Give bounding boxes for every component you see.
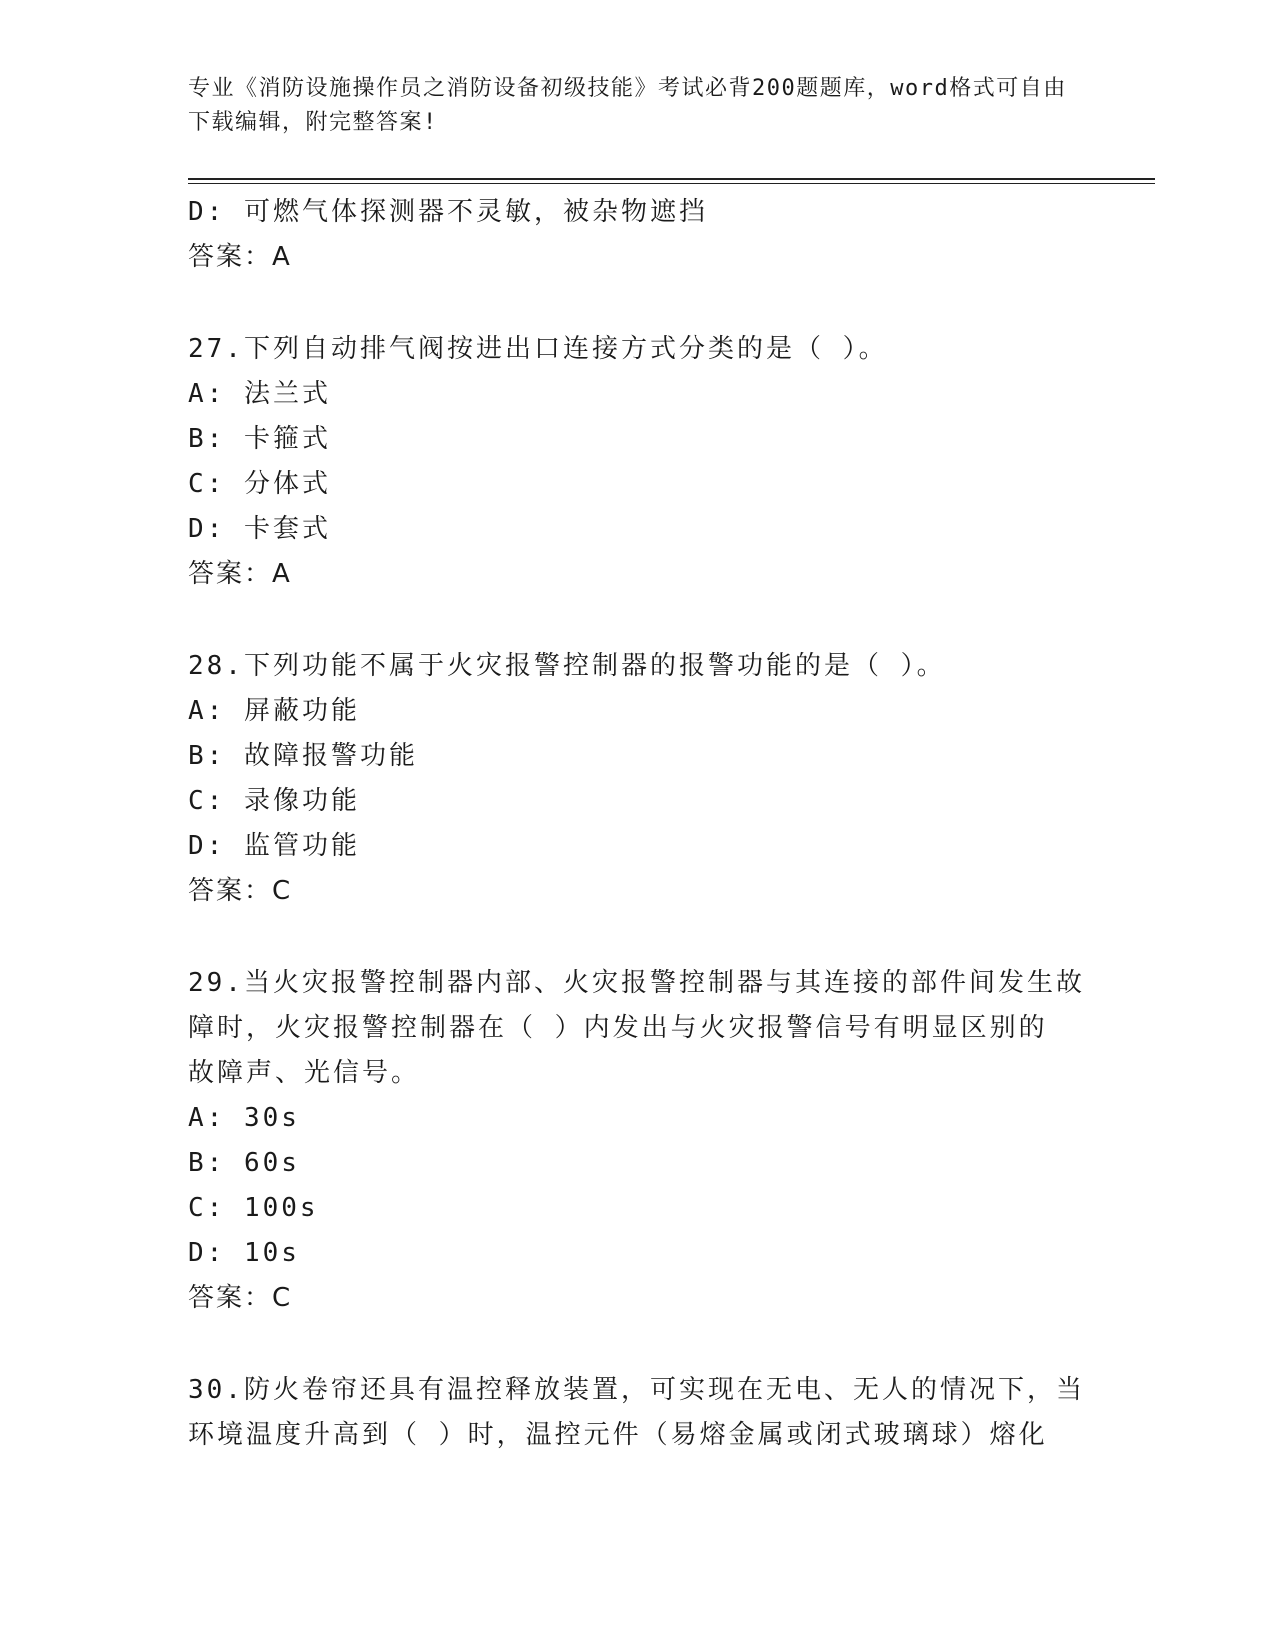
question-text-line: 30.防火卷帘还具有温控释放装置，可实现在无电、无人的情况下，当 — [188, 1375, 1085, 1405]
option-c: C: 100s — [188, 1193, 319, 1223]
question-content — [188, 190, 1088, 1458]
spacer — [188, 1321, 1088, 1368]
question-text: 27.下列自动排气阀按进出口连接方式分类的是（ ）。 — [188, 334, 888, 364]
question-text-line: 障时，火灾报警控制器在（ ）内发出与火灾报警信号有明显区别的 — [188, 1013, 1048, 1043]
option-c: C: 录像功能 — [188, 786, 360, 816]
option-c: C: 分体式 — [188, 469, 331, 499]
spacer — [188, 914, 1088, 961]
option-a: A: 30s — [188, 1103, 300, 1133]
option-b: B: 卡箍式 — [188, 424, 331, 454]
document-header: 专业《消防设施操作员之消防设备初级技能》考试必背200题题库，word格式可自由下载编辑，附完整答案! — [188, 76, 1067, 135]
question-text-line: 故障声、光信号。 — [188, 1058, 421, 1088]
question-text: 28.下列功能不属于火灾报警控制器的报警功能的是（ ）。 — [188, 651, 946, 681]
question-block — [188, 1368, 1088, 1458]
question-block — [188, 327, 1088, 597]
header-divider-thin — [188, 183, 1155, 184]
question-block — [188, 644, 1088, 914]
option-d: D: 10s — [188, 1238, 300, 1268]
option-b: B: 60s — [188, 1148, 300, 1178]
spacer — [188, 597, 1088, 644]
answer: 答案：C — [188, 1283, 293, 1313]
question-text-line: 29.当火灾报警控制器内部、火灾报警控制器与其连接的部件间发生故 — [188, 968, 1085, 998]
answer: 答案：A — [188, 559, 292, 589]
option-d: D: 监管功能 — [188, 831, 360, 861]
option-d: D: 卡套式 — [188, 514, 331, 544]
spacer — [188, 280, 1088, 327]
option-d: D: 可燃气体探测器不灵敏，被杂物遮挡 — [188, 197, 708, 227]
option-a: A: 屏蔽功能 — [188, 696, 360, 726]
option-a: A: 法兰式 — [188, 379, 331, 409]
question-text-line: 环境温度升高到（ ）时，温控元件（易熔金属或闭式玻璃球）熔化 — [188, 1420, 1048, 1450]
header-divider-thick — [188, 178, 1155, 180]
option-b: B: 故障报警功能 — [188, 741, 418, 771]
answer: 答案：C — [188, 876, 293, 906]
question-block — [188, 961, 1088, 1321]
answer: 答案：A — [188, 242, 292, 272]
